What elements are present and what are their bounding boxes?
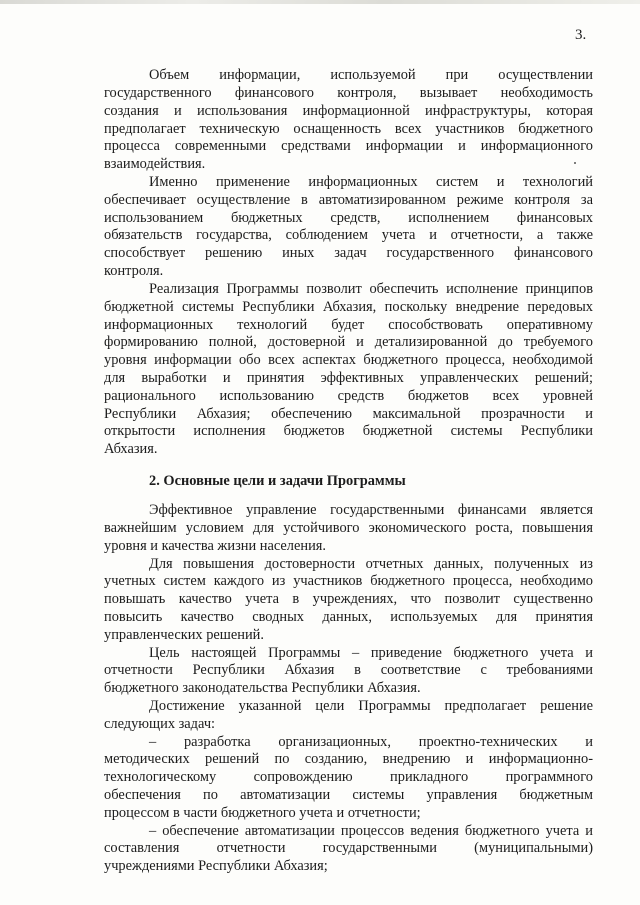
list-item-line: методических решений по созданию, внедрению и информационно- xyxy=(104,751,593,767)
list-item-line: процессом в части бюджетного учета и отчетности; xyxy=(104,805,421,821)
list-item-line: учреждениями Республики Абхазия; xyxy=(104,858,328,874)
text-line: Эффективное управление государственными финансами является xyxy=(149,502,593,518)
text-line: использованием бюджетных средств, исполнением финансовых xyxy=(104,210,593,226)
text-line: учетных систем каждого из участников бюджетного процесса, необходимо xyxy=(104,573,593,589)
text-line: обеспечивает осуществление в автоматизированном режиме контроля за xyxy=(104,192,593,208)
text-line: Абхазия. xyxy=(104,441,158,457)
text-line: информационных технологий будет способствовать оперативному xyxy=(104,317,593,333)
list-item-line: составления отчетности государственными (муниципальными) xyxy=(104,840,593,856)
text-line: для выработки и принятия эффективных управленческих решений; xyxy=(104,370,593,386)
text-line: рационального использованию средств бюджетов всех уровней xyxy=(104,388,593,404)
text-line: государственного финансового контроля, вызывает необходимость xyxy=(104,85,593,101)
text-line: повышать качество учета в учреждениях, что позволит существенно xyxy=(104,591,593,607)
page-number: 3. xyxy=(575,27,587,43)
text-line: повысить качество сводных данных, используемых для принятия xyxy=(104,609,593,625)
text-line: процесса современными средствами информации и информационного xyxy=(104,138,593,154)
text-line: уровня и качества жизни населения. xyxy=(104,538,326,554)
text-line: Именно применение информационных систем и технологий xyxy=(149,174,593,190)
text-line: открытости исполнения бюджетов бюджетной системы Республики xyxy=(104,423,593,439)
text-line: управленческих решений. xyxy=(104,627,264,643)
text-line: Объем информации, используемой при осуществлении xyxy=(149,67,593,83)
text-line: Достижение указанной цели Программы предполагает решение xyxy=(149,698,593,714)
text-line: способствует решению иных задач государственного финансового xyxy=(104,245,593,261)
text-line: формированию полной, достоверной и детализированной до требуемого xyxy=(104,334,593,350)
list-item-line: обеспечения по автоматизации системы управления бюджетным xyxy=(104,787,593,803)
text-line: отчетности Республики Абхазия в соответствие с требованиями xyxy=(104,662,593,678)
text-line: бюджетной системы Республики Абхазия, поскольку внедрение передовых xyxy=(104,299,593,315)
text-line: взаимодействия. xyxy=(104,156,206,172)
text-line: бюджетного законодательства Республики Абхазия. xyxy=(104,680,421,696)
list-item-line: технологическому сопровождению прикладного программного xyxy=(104,769,593,785)
text-line: Цель настоящей Программы – приведение бюджетного учета и xyxy=(149,645,593,661)
text-line: Реализация Программы позволит обеспечить исполнение принципов xyxy=(149,281,593,297)
list-item-line: – разработка организационных, проектно-технических и xyxy=(149,734,593,750)
text-line: уровня информации обо всех аспектах бюджетного процесса, необходимой xyxy=(104,352,593,368)
text-line: предполагает техническую оснащенность всех участников бюджетного xyxy=(104,121,593,137)
text-line: обязательств государства, соблюдением учета и отчетности, а также xyxy=(104,227,593,243)
list-item-line: – обеспечение автоматизации процессов ведения бюджетного учета и xyxy=(149,823,593,839)
text-line: важнейшим условием для устойчивого экономического роста, повышения xyxy=(104,520,593,536)
text-line: контроля. xyxy=(104,263,164,279)
text-line: следующих задач: xyxy=(104,716,216,732)
scan-top-edge xyxy=(0,0,640,4)
section-heading: 2. Основные цели и задачи Программы xyxy=(149,473,406,489)
text-line: Республики Абхазия; обеспечению максимальной прозрачности и xyxy=(104,406,593,422)
text-line: создания и использования информационной инфраструктуры, которая xyxy=(104,103,593,119)
text-line: Для повышения достоверности отчетных данных, полученных из xyxy=(149,556,593,572)
